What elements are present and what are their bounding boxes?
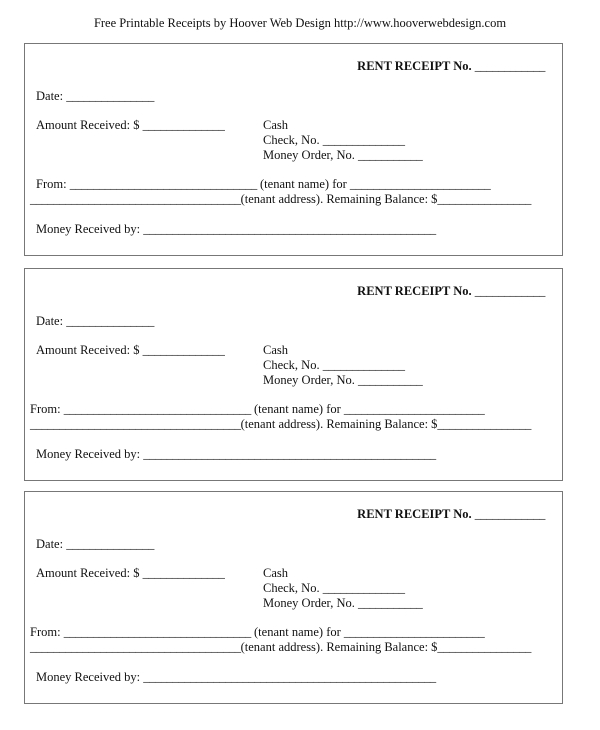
- remaining-balance-field[interactable]: ________________: [437, 192, 532, 206]
- address-row: [30, 640, 531, 655]
- received-by-field[interactable]: __________________________________________________: [143, 222, 436, 236]
- amount-label: Amount Received: $: [36, 566, 140, 580]
- amount-field[interactable]: ______________: [142, 343, 225, 357]
- date-label: Date:: [36, 89, 64, 103]
- money-order-label: Money Order, No.: [263, 596, 355, 610]
- tenant-name-label: (tenant name) for: [254, 625, 341, 639]
- cash-option[interactable]: Cash: [263, 343, 288, 357]
- money-order-label: Money Order, No.: [263, 373, 355, 387]
- amount-label: Amount Received: $: [36, 118, 140, 132]
- check-label: Check, No.: [263, 358, 320, 372]
- tenant-name-label: (tenant name) for: [254, 402, 341, 416]
- tenant-name-field[interactable]: ________________________________: [63, 625, 251, 639]
- cash-option[interactable]: Cash: [263, 566, 288, 580]
- received-by-label: Money Received by:: [36, 670, 141, 684]
- received-by-label: Money Received by:: [36, 447, 141, 461]
- cash-option[interactable]: Cash: [263, 118, 288, 132]
- money-order-number-field[interactable]: ___________: [357, 148, 423, 162]
- rent-period-field[interactable]: ________________________: [349, 177, 491, 191]
- tenant-address-field[interactable]: ____________________________________: [30, 640, 241, 654]
- date-label: Date:: [36, 537, 64, 551]
- date-row: [36, 89, 154, 104]
- page-header: Free Printable Receipts by Hoover Web Design http://www.hooverwebdesign.com: [93, 16, 507, 30]
- received-by-field[interactable]: __________________________________________________: [143, 447, 436, 461]
- check-number-field[interactable]: ______________: [322, 133, 405, 147]
- received-by-row: [36, 447, 436, 462]
- date-field[interactable]: _______________: [66, 537, 154, 551]
- check-row: [263, 358, 405, 373]
- address-label: (tenant address). Remaining Balance: $: [240, 640, 438, 654]
- amount-label: Amount Received: $: [36, 343, 140, 357]
- received-by-row: [36, 670, 436, 685]
- from-label: From:: [36, 177, 67, 191]
- check-row: [263, 133, 405, 148]
- amount-row: [36, 343, 224, 358]
- receipt-number-field[interactable]: ____________: [474, 507, 545, 521]
- from-row: [36, 177, 490, 192]
- amount-field[interactable]: ______________: [142, 118, 225, 132]
- rent-receipt: [24, 43, 563, 256]
- received-by-label: Money Received by:: [36, 222, 141, 236]
- check-label: Check, No.: [263, 133, 320, 147]
- receipt-title-label: RENT RECEIPT No.: [357, 59, 472, 73]
- money-order-row: [263, 596, 422, 611]
- from-row: [30, 625, 484, 640]
- money-order-row: [263, 148, 422, 163]
- amount-field[interactable]: ______________: [142, 566, 225, 580]
- rent-receipt: [24, 268, 563, 481]
- money-order-label: Money Order, No.: [263, 148, 355, 162]
- receipt-title: [357, 284, 545, 299]
- tenant-name-field[interactable]: ________________________________: [63, 402, 251, 416]
- address-label: (tenant address). Remaining Balance: $: [240, 417, 438, 431]
- check-number-field[interactable]: ______________: [322, 358, 405, 372]
- date-label: Date:: [36, 314, 64, 328]
- money-order-number-field[interactable]: ___________: [357, 596, 423, 610]
- rent-period-field[interactable]: ________________________: [343, 625, 485, 639]
- amount-row: [36, 118, 224, 133]
- receipt-number-field[interactable]: ____________: [474, 284, 545, 298]
- tenant-name-field[interactable]: ________________________________: [69, 177, 257, 191]
- receipt-title-label: RENT RECEIPT No.: [357, 507, 472, 521]
- money-order-row: [263, 373, 422, 388]
- money-order-number-field[interactable]: ___________: [357, 373, 423, 387]
- check-label: Check, No.: [263, 581, 320, 595]
- receipt-title: [357, 507, 545, 522]
- receipt-number-field[interactable]: ____________: [474, 59, 545, 73]
- received-by-field[interactable]: __________________________________________________: [143, 670, 436, 684]
- remaining-balance-field[interactable]: ________________: [437, 640, 532, 654]
- address-row: [30, 417, 531, 432]
- date-field[interactable]: _______________: [66, 314, 154, 328]
- amount-row: [36, 566, 224, 581]
- date-row: [36, 537, 154, 552]
- remaining-balance-field[interactable]: ________________: [437, 417, 532, 431]
- from-label: From:: [30, 402, 61, 416]
- from-row: [30, 402, 484, 417]
- from-label: From:: [30, 625, 61, 639]
- receipt-title: [357, 59, 545, 74]
- tenant-address-field[interactable]: ____________________________________: [30, 417, 241, 431]
- date-field[interactable]: _______________: [66, 89, 154, 103]
- received-by-row: [36, 222, 436, 237]
- address-label: (tenant address). Remaining Balance: $: [240, 192, 438, 206]
- tenant-name-label: (tenant name) for: [260, 177, 347, 191]
- rent-receipt: [24, 491, 563, 704]
- address-row: [30, 192, 531, 207]
- receipt-title-label: RENT RECEIPT No.: [357, 284, 472, 298]
- rent-period-field[interactable]: ________________________: [343, 402, 485, 416]
- check-row: [263, 581, 405, 596]
- check-number-field[interactable]: ______________: [322, 581, 405, 595]
- date-row: [36, 314, 154, 329]
- tenant-address-field[interactable]: ____________________________________: [30, 192, 241, 206]
